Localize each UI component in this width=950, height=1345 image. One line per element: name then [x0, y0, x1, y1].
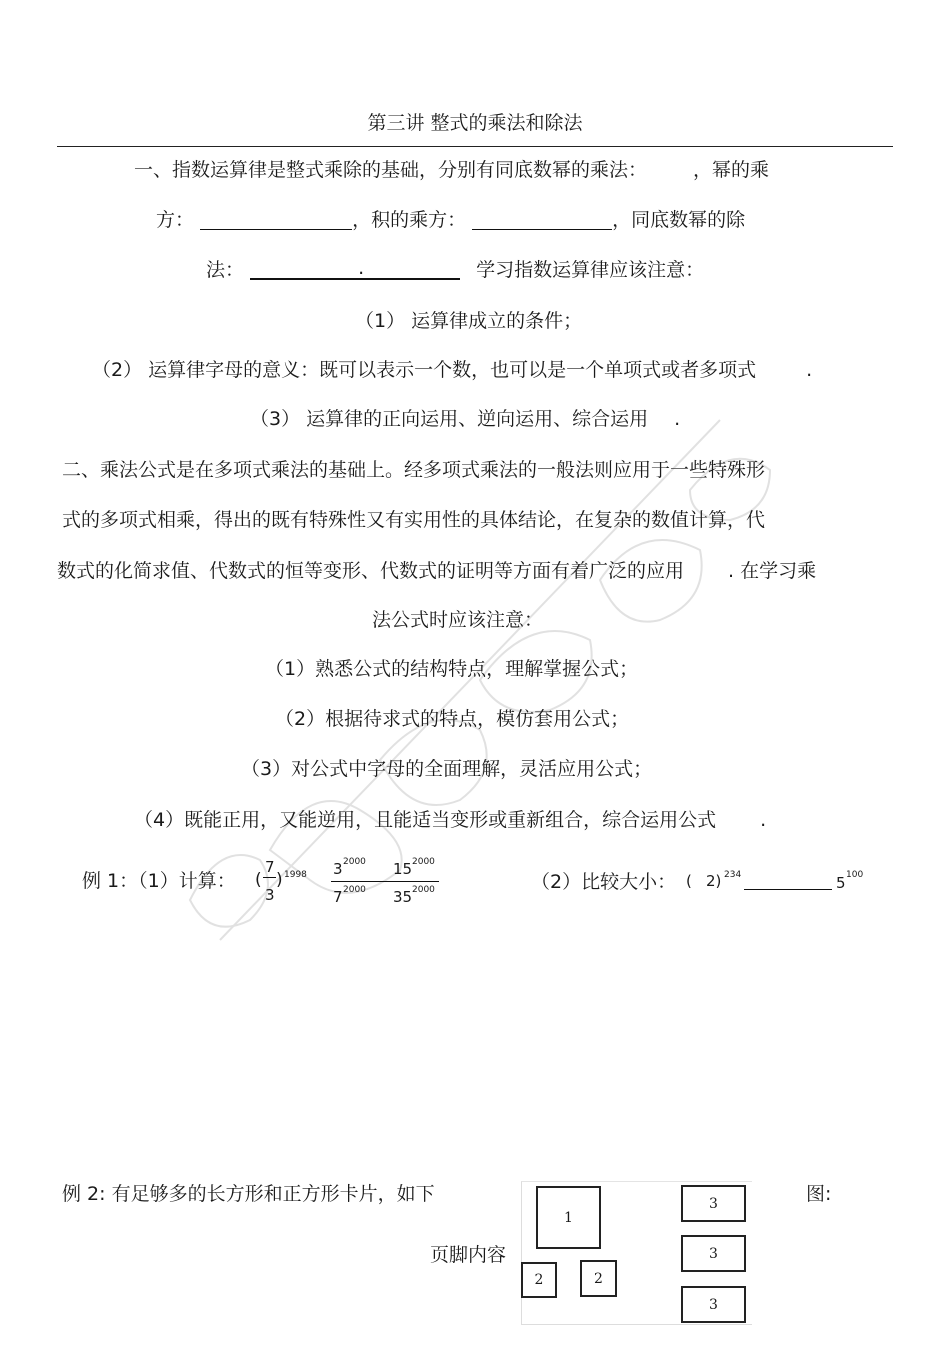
section1-line2-end: ，同底数幂的除 [612, 209, 746, 231]
compare-paren-open: ( [686, 872, 692, 890]
example1-part2-label: （2）比较大小： [531, 871, 677, 893]
section1-line3 [206, 258, 704, 282]
section1-line3-start: 法： [206, 259, 245, 281]
section1-item2-dot: . [806, 359, 813, 381]
frac1-paren-open: ( [255, 870, 262, 890]
section2-item1: （1）熟悉公式的结构特点，理解掌握公式； [265, 658, 639, 680]
frac3-numerator-exponent: 2000 [412, 857, 435, 867]
frac3-denominator-exponent: 2000 [412, 885, 435, 895]
card-square-3a: 3 [681, 1185, 746, 1222]
section2-item2: （2）根据待求式的特点，模仿套用公式； [275, 708, 630, 730]
card-square-3b: 3 [681, 1235, 746, 1272]
section2-line4: 法公式时应该注意： [372, 609, 544, 631]
section1-item2-text: （2） 运算律字母的意义：既可以表示一个数，也可以是一个单项式或者多项式 [92, 359, 757, 381]
frac2-numerator-exponent: 2000 [343, 857, 366, 867]
frac3-numerator: 15 [393, 860, 413, 878]
blank-power-of-product[interactable] [472, 211, 612, 230]
section1-item3-dot: . [674, 408, 681, 430]
section2-line3 [57, 559, 816, 583]
section2-line3-end: . 在学习乘 [728, 560, 817, 582]
frac2-denominator-exponent: 2000 [343, 885, 366, 895]
page-title: 第三讲 整式的乘法和除法 [367, 112, 583, 134]
card-square-1: 1 [536, 1186, 601, 1249]
frac1-denominator: 3 [265, 886, 275, 904]
frac1-numerator: 7 [265, 858, 275, 876]
section2-item4-dot: . [760, 809, 767, 831]
card-rect-2a: 2 [521, 1262, 557, 1298]
section2-item3: （3）对公式中字母的全面理解，灵活应用公式； [241, 758, 653, 780]
compare-base-a: 2) [706, 872, 722, 890]
section1-item1: （1） 运算律成立的条件； [355, 310, 583, 332]
frac2-numerator: 3 [333, 860, 343, 878]
compare-blank[interactable] [744, 889, 832, 890]
compare-base-b: 5 [836, 874, 846, 892]
blank-dot: . [358, 257, 365, 279]
section1-line3-end: 学习指数运算律应该注意： [476, 259, 705, 281]
title-divider [57, 146, 893, 147]
section2-line3-text: 数式的化简求值、代数式的恒等变形、代数式的证明等方面有着广泛的应用 [57, 560, 685, 582]
section1-line2-mid: ，积的乘方： [352, 209, 467, 231]
blank-division[interactable] [250, 257, 460, 280]
section1-item3 [250, 407, 680, 431]
blank-power-of-power[interactable] [200, 211, 352, 230]
example2-label-end: 图: [806, 1183, 832, 1205]
section1-line2-start: 方： [156, 209, 195, 231]
section1-line2 [156, 208, 745, 232]
page-footer: 页脚内容 [430, 1244, 507, 1266]
section2-item4-text: （4）既能正用，又能逆用，且能适当变形或重新组合，综合运用公式 [134, 809, 717, 831]
section1-line1-text: 一、指数运算律是整式乘除的基础，分别有同底数幂的乘法： [134, 159, 648, 181]
compare-base-a-exponent: 234 [724, 870, 742, 880]
frac1-bar [263, 877, 276, 878]
frac1-paren-close: ) [276, 870, 283, 890]
example2-label: 例 2: 有足够多的长方形和正方形卡片，如下 [62, 1183, 435, 1205]
section1-item3-text: （3） 运算律的正向运用、逆向运用、综合运用 [250, 408, 649, 430]
example1-label: 例 1：（1）计算： [82, 870, 236, 892]
frac3-denominator: 35 [393, 888, 413, 906]
frac2-denominator: 7 [333, 888, 343, 906]
frac-bar-long [331, 881, 439, 882]
section2-item4 [134, 808, 766, 832]
section1-line1-end: ，幂的乘 [693, 159, 770, 181]
card-square-3c: 3 [681, 1286, 746, 1323]
card-rect-2b: 2 [580, 1260, 617, 1297]
frac1-exponent: 1998 [284, 870, 307, 880]
compare-base-b-exponent: 100 [846, 870, 864, 880]
section2-line1: 二、乘法公式是在多项式乘法的基础上。经多项式乘法的一般法则应用于一些特殊形 [62, 459, 766, 481]
section2-line2: 式的多项式相乘，得出的既有特殊性又有实用性的具体结论，在复杂的数值计算，代 [62, 509, 766, 531]
section1-line1 [134, 158, 769, 182]
section1-item2 [92, 358, 812, 382]
